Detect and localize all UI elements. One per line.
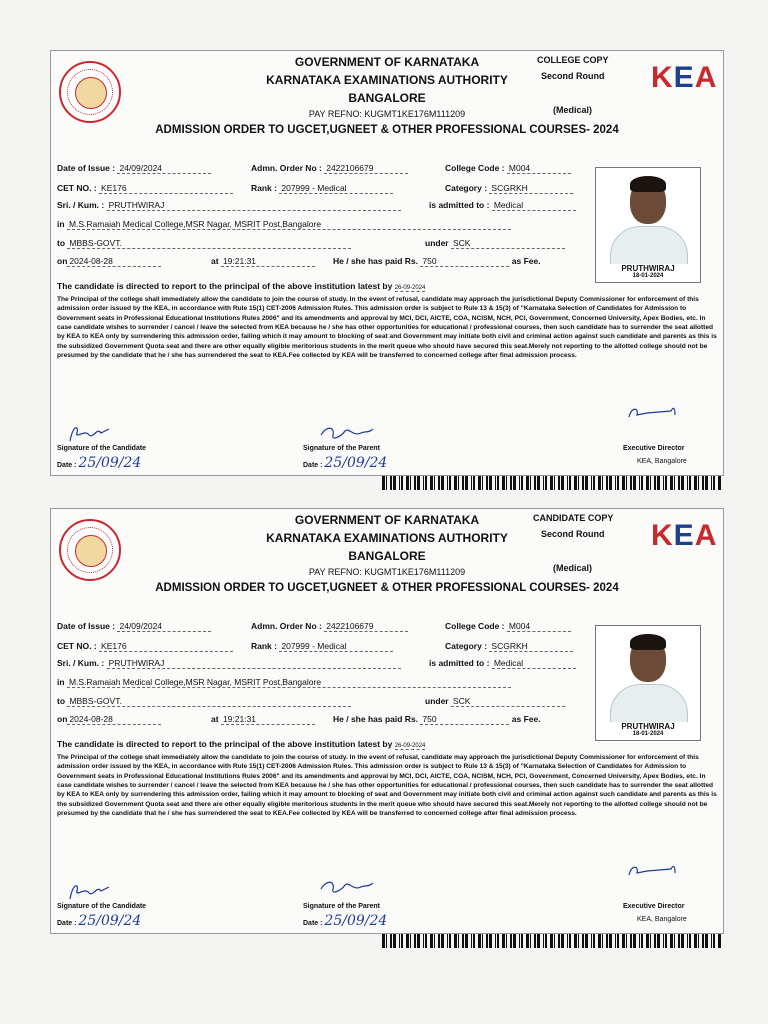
- date-of-issue: Date of Issue : 24/09/2024: [57, 163, 211, 174]
- executive-director-label: Executive Director: [623, 903, 685, 910]
- allotment-date: on 2024-08-28: [57, 714, 161, 725]
- college-name: in M.S.Ramaiah Medical College,MSR Nagar, MSRIT Post,Bangalore: [57, 219, 511, 230]
- barcode-icon: [382, 934, 722, 948]
- header-line3: BANGALORE: [348, 91, 426, 105]
- kea-logo-icon: KEA: [651, 61, 718, 94]
- admitted-to: is admitted to : Medical: [429, 200, 576, 211]
- college-name: in M.S.Ramaiah Medical College,MSR Nagar, MSRIT Post,Bangalore: [57, 677, 511, 688]
- date-of-issue: Date of Issue : 24/09/2024: [57, 621, 211, 632]
- executive-director-label: Executive Director: [623, 445, 685, 452]
- parent-signature-icon: [317, 423, 377, 443]
- header-line2: KARNATAKA EXAMINATIONS AUTHORITY: [266, 73, 508, 87]
- quota: under SCK: [425, 696, 565, 707]
- allotment-time: at 19:21:31: [211, 256, 315, 267]
- parent-signature-label: Signature of the Parent: [303, 903, 381, 910]
- header-line1: GOVERNMENT OF KARNATAKA: [294, 55, 480, 69]
- header-line1: GOVERNMENT OF KARNATAKA: [294, 513, 480, 527]
- cet-no: CET NO. : KE176: [57, 183, 233, 194]
- allotment-time: at 19:21:31: [211, 714, 315, 725]
- candidate-signature-icon: [65, 881, 125, 901]
- stream-label: (Medical): [553, 563, 593, 573]
- copy-label: COLLEGE COPY: [537, 55, 609, 65]
- barcode-icon: [382, 476, 722, 490]
- admn-order-no: Admn. Order No : 2422106679: [251, 163, 408, 174]
- kea-bangalore-label: KEA, Bangalore: [637, 916, 687, 923]
- rank: Rank : 207999 - Medical: [251, 183, 393, 194]
- header-line3: BANGALORE: [348, 549, 426, 563]
- document-title: ADMISSION ORDER TO UGCET,UGNEET & OTHER PROFESSIONAL COURSES- 2024: [155, 582, 619, 594]
- parent-date: Date : 25/09/24: [303, 455, 388, 471]
- document-title: ADMISSION ORDER TO UGCET,UGNEET & OTHER PROFESSIONAL COURSES- 2024: [155, 124, 619, 136]
- candidate-photo: PRUTHWIRAJ 18-01-2024: [595, 167, 701, 283]
- rank: Rank : 207999 - Medical: [251, 641, 393, 652]
- fee-paid: He / she has paid Rs. 750 as Fee.: [333, 256, 541, 266]
- stream-label: (Medical): [553, 105, 593, 115]
- report-instruction: The candidate is directed to report to the principal of the above institution latest by 26-09-2024: [57, 739, 426, 749]
- parent-signature-icon: [317, 877, 377, 897]
- category: Category : SCGRKH: [445, 641, 573, 652]
- category: Category : SCGRKH: [445, 183, 573, 194]
- parent-signature-label: Signature of the Parent: [303, 445, 381, 452]
- fee-paid: He / she has paid Rs. 750 as Fee.: [333, 714, 541, 724]
- quota: under SCK: [425, 238, 565, 249]
- candidate-photo: PRUTHWIRAJ 18-01-2024: [595, 625, 701, 741]
- course: to MBBS-GOVT.: [57, 696, 351, 707]
- kea-bangalore-label: KEA, Bangalore: [637, 458, 687, 465]
- parent-date: Date : 25/09/24: [303, 913, 388, 929]
- terms-paragraph: The Principal of the college shall immediately allow the candidate to join the course of study. In the event of refusal, candidate may approach the jurisdictional Deputy Commissioner for enforcement of this admission order issued by the KEA, in accordance with Rule 15(1) CET-2006 Admission Rules. This admission order is subject to Rule 13 & 15(3) of "Karnataka Selection of Candidates for Admission to Government seats in Professional Educational Institutions Rules 2006" and its amendments and approval by MCI, DCI, AICTE, COA, NCISM, NCH, PCI, Government, Concerned University, Apex Bodies, etc. In case candidate wishes to surrender / cancel / leave the selected from KEA because he / she has other opportunities for educational / professional courses, then such candidate has to surrender the seat allotted by KEA to KEA only by surrendering this admission order, failing which it may amount to blocking of seat and Government may initiate both civil and criminal action against such candidate and parents as this is the subsidized Government Quota seat and there are other equally eligible meritorious students in the merit queue who should have secured this seat.Merely not reporting to the allotted college should not be presumed by the candidate that he / she has surrendered the seat to KEA.Fee collected by KEA will be transferred to concerned college after final admission process.: [57, 296, 717, 360]
- admission-order-candidate-copy: [50, 508, 724, 934]
- director-signature-icon: [625, 861, 685, 881]
- round-label: Second Round: [541, 71, 605, 81]
- college-code: College Code : M004: [445, 621, 571, 632]
- course: to MBBS-GOVT.: [57, 238, 351, 249]
- college-code: College Code : M004: [445, 163, 571, 174]
- candidate-name: Sri. / Kum. : PRUTHWIRAJ: [57, 200, 401, 211]
- admission-order-college-copy: [50, 50, 724, 476]
- report-instruction: The candidate is directed to report to the principal of the above institution latest by 26-09-2024: [57, 281, 426, 291]
- candidate-date: Date : 25/09/24: [57, 913, 142, 929]
- terms-paragraph: The Principal of the college shall immediately allow the candidate to join the course of study. In the event of refusal, candidate may approach the jurisdictional Deputy Commissioner for enforcement of this admission order issued by the KEA, in accordance with Rule 15(1) CET-2006 Admission Rules. This admission order is subject to Rule 13 & 15(3) of "Karnataka Selection of Candidates for Admission to Government seats in Professional Educational Institutions Rules 2006" and its amendments and approval by MCI, DCI, AICTE, COA, NCISM, NCH, PCI, Government, Concerned University, Apex Bodies, etc. In case candidate wishes to surrender / cancel / leave the selected from KEA because he / she has other opportunities for educational / professional courses, then such candidate has to surrender the seat allotted by KEA to KEA only by surrendering this admission order, failing which it may amount to blocking of seat and Government may initiate both civil and criminal action against such candidate and parents as this is the subsidized Government Quota seat and there are other equally eligible meritorious students in the merit queue who should have secured this seat.Merely not reporting to the allotted college should not be presumed by the candidate that he / she has surrendered the seat to KEA.Fee collected by KEA will be transferred to concerned college after final admission process.: [57, 754, 717, 818]
- candidate-name: Sri. / Kum. : PRUTHWIRAJ: [57, 658, 401, 669]
- pay-refno: PAY REFNO: KUGMT1KE176M111209: [308, 567, 466, 577]
- candidate-date: Date : 25/09/24: [57, 455, 142, 471]
- header-line2: KARNATAKA EXAMINATIONS AUTHORITY: [266, 531, 508, 545]
- cet-no: CET NO. : KE176: [57, 641, 233, 652]
- candidate-signature-icon: [65, 423, 125, 443]
- copy-label: CANDIDATE COPY: [533, 513, 614, 523]
- allotment-date: on 2024-08-28: [57, 256, 161, 267]
- director-signature-icon: [625, 403, 685, 423]
- candidate-signature-label: Signature of the Candidate: [57, 903, 147, 910]
- admitted-to: is admitted to : Medical: [429, 658, 576, 669]
- admn-order-no: Admn. Order No : 2422106679: [251, 621, 408, 632]
- candidate-signature-label: Signature of the Candidate: [57, 445, 147, 452]
- kea-logo-icon: KEA: [651, 519, 718, 552]
- round-label: Second Round: [541, 529, 605, 539]
- pay-refno: PAY REFNO: KUGMT1KE176M111209: [308, 109, 466, 119]
